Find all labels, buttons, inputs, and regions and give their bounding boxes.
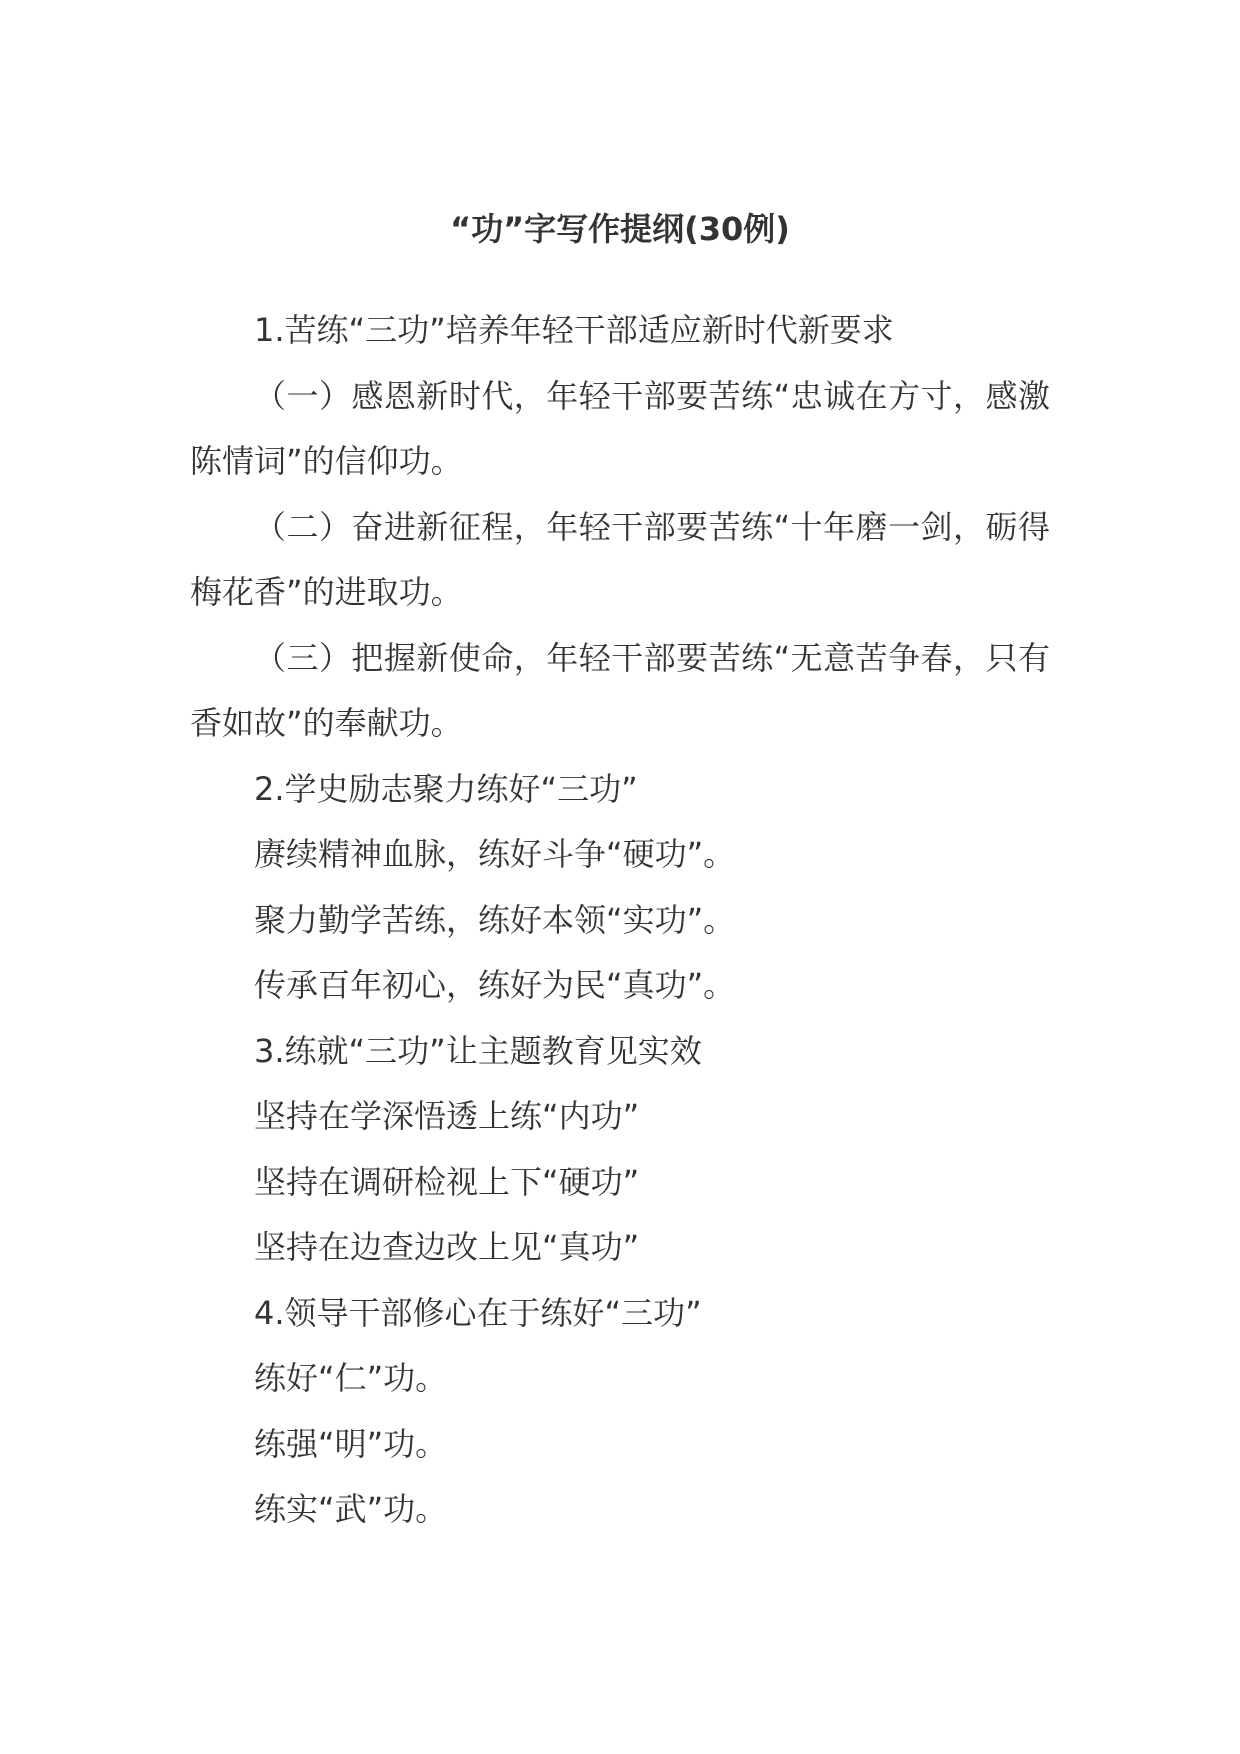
section-3-line-2: 坚持在调研检视上下“硬功” xyxy=(254,1162,640,1201)
section-4-line-1: 练好“仁”功。 xyxy=(254,1359,448,1397)
section-4-heading: 4.领导干部修心在于练好“三功” xyxy=(254,1293,702,1332)
section-1-heading: 1.苦练“三功”培养年轻干部适应新时代新要求 xyxy=(254,311,894,349)
section-1-paragraph-3: （三）把握新使命，年轻干部要苦练“无意苦争春，只有香如故”的奉献功。 xyxy=(190,638,1050,742)
section-2-line-3: 传承百年初心，练好为民“真功”。 xyxy=(254,966,736,1004)
section-3-line-1: 坚持在学深悟透上练“内功” xyxy=(254,1097,640,1135)
document-body xyxy=(190,298,1050,1543)
section-2-line-2: 聚力勤学苦练，练好本领“实功”。 xyxy=(254,900,736,939)
section-1-paragraph-2: （二）奋进新征程，年轻干部要苦练“十年磨一剑，砺得梅花香”的进取功。 xyxy=(190,507,1050,611)
section-4-line-3: 练实“武”功。 xyxy=(254,1490,448,1528)
section-3-line-3: 坚持在边查边改上见“真功” xyxy=(254,1228,640,1266)
document-title: “功”字写作提纲(30例) xyxy=(450,210,790,248)
section-2-heading: 2.学史励志聚力练好“三功” xyxy=(254,769,638,808)
section-2-line-1: 赓续精神血脉，练好斗争“硬功”。 xyxy=(254,835,736,873)
section-1-paragraph-1: （一）感恩新时代，年轻干部要苦练“忠诚在方寸，感激陈情词”的信仰功。 xyxy=(190,376,1050,480)
section-3-heading: 3.练就“三功”让主题教育见实效 xyxy=(254,1031,702,1070)
section-4-line-2: 练强“明”功。 xyxy=(254,1424,448,1463)
